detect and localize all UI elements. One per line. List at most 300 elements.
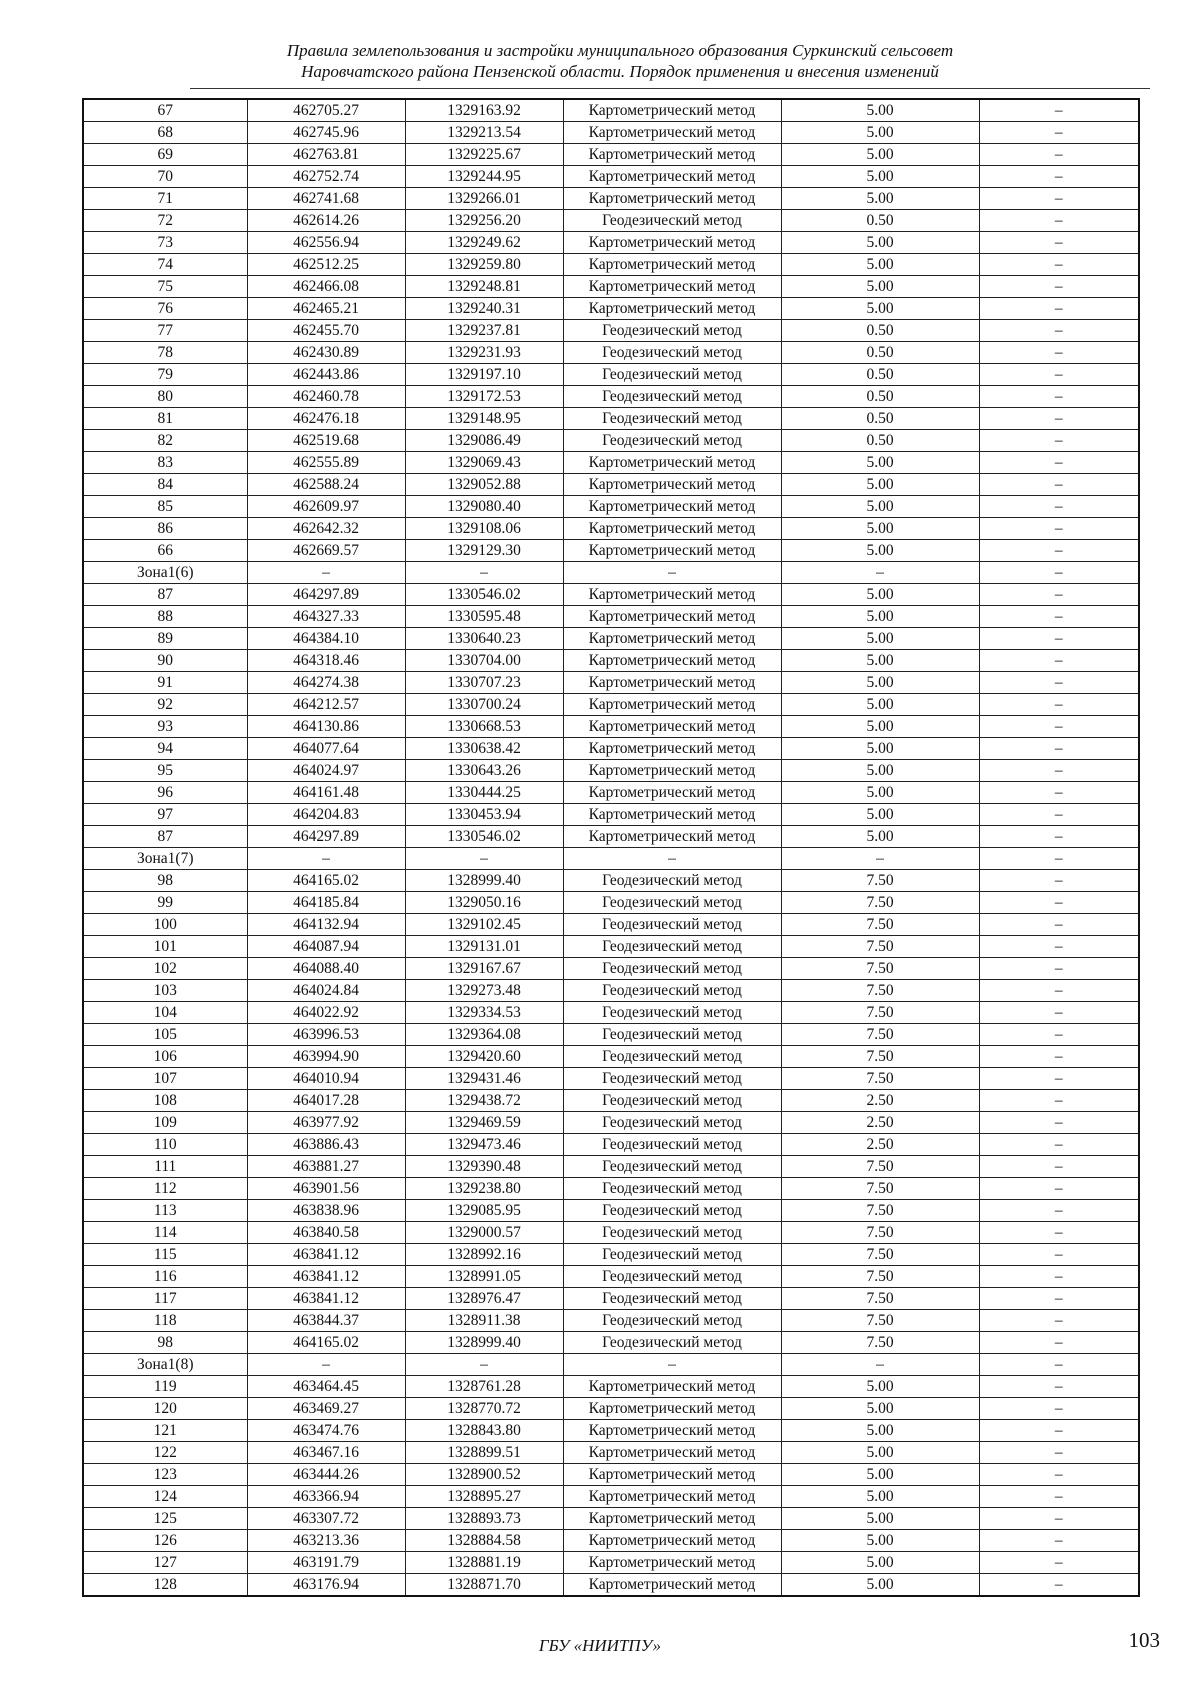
cell-coord-y: 1329213.54 bbox=[405, 122, 563, 144]
table-row bbox=[83, 1200, 1139, 1222]
cell-note: – bbox=[979, 584, 1139, 606]
cell-point-number: 124 bbox=[83, 1486, 247, 1508]
cell-coord-y: 1328992.16 bbox=[405, 1244, 563, 1266]
table-row bbox=[83, 1552, 1139, 1574]
cell-coord-x: 463840.58 bbox=[247, 1222, 405, 1244]
cell-coord-x: 464024.97 bbox=[247, 760, 405, 782]
table-row bbox=[83, 518, 1139, 540]
cell-method: Картометрический метод bbox=[563, 474, 781, 496]
cell-accuracy: 5.00 bbox=[781, 1552, 979, 1574]
cell-coord-y: 1330453.94 bbox=[405, 804, 563, 826]
cell-coord-y: 1329249.62 bbox=[405, 232, 563, 254]
cell-method: Картометрический метод bbox=[563, 1398, 781, 1420]
cell-method: Картометрический метод bbox=[563, 122, 781, 144]
cell-point-number: 114 bbox=[83, 1222, 247, 1244]
cell-point-number: 123 bbox=[83, 1464, 247, 1486]
cell-accuracy: 5.00 bbox=[781, 1574, 979, 1597]
cell-coord-x: 464022.92 bbox=[247, 1002, 405, 1024]
table-row bbox=[83, 738, 1139, 760]
cell-note: – bbox=[979, 1200, 1139, 1222]
cell-note: – bbox=[979, 1046, 1139, 1068]
cell-coord-y: 1328999.40 bbox=[405, 870, 563, 892]
cell-coord-y: 1328976.47 bbox=[405, 1288, 563, 1310]
cell-method: Геодезический метод bbox=[563, 1178, 781, 1200]
cell-note: – bbox=[979, 1288, 1139, 1310]
cell-method: Картометрический метод bbox=[563, 518, 781, 540]
cell-coord-x: 463213.36 bbox=[247, 1530, 405, 1552]
cell-method: Геодезический метод bbox=[563, 1090, 781, 1112]
cell-note: – bbox=[979, 1508, 1139, 1530]
cell-method: Картометрический метод bbox=[563, 298, 781, 320]
cell-accuracy: 0.50 bbox=[781, 320, 979, 342]
cell-note: – bbox=[979, 980, 1139, 1002]
table-row bbox=[83, 1442, 1139, 1464]
table-row bbox=[83, 628, 1139, 650]
table-row bbox=[83, 826, 1139, 848]
cell-accuracy: 7.50 bbox=[781, 1200, 979, 1222]
cell-coord-x: 462430.89 bbox=[247, 342, 405, 364]
cell-coord-y: – bbox=[405, 562, 563, 584]
cell-method: Картометрический метод bbox=[563, 166, 781, 188]
table-row bbox=[83, 1464, 1139, 1486]
table-row bbox=[83, 848, 1139, 870]
cell-note: – bbox=[979, 1552, 1139, 1574]
cell-coord-y: 1328843.80 bbox=[405, 1420, 563, 1442]
table-row bbox=[83, 99, 1139, 122]
cell-method: Геодезический метод bbox=[563, 1266, 781, 1288]
cell-note: – bbox=[979, 496, 1139, 518]
table-row bbox=[83, 1310, 1139, 1332]
cell-method: Картометрический метод bbox=[563, 232, 781, 254]
table-row bbox=[83, 760, 1139, 782]
table-row bbox=[83, 672, 1139, 694]
cell-coord-y: 1330638.42 bbox=[405, 738, 563, 760]
cell-coord-x: 462741.68 bbox=[247, 188, 405, 210]
table-row bbox=[83, 430, 1139, 452]
footer-org: ГБУ «НИИТПУ» bbox=[538, 1636, 662, 1655]
cell-method: Геодезический метод bbox=[563, 1046, 781, 1068]
cell-coord-y: 1329225.67 bbox=[405, 144, 563, 166]
cell-accuracy: 7.50 bbox=[781, 1222, 979, 1244]
cell-accuracy: 0.50 bbox=[781, 342, 979, 364]
coordinates-table bbox=[82, 98, 1140, 1597]
page-header bbox=[190, 40, 1050, 82]
cell-accuracy: 0.50 bbox=[781, 408, 979, 430]
cell-method: Картометрический метод bbox=[563, 782, 781, 804]
cell-accuracy: 7.50 bbox=[781, 1288, 979, 1310]
header-line-1: Правила землепользования и застройки муниципального образования Суркинский сельсовет bbox=[286, 41, 954, 60]
cell-method: Картометрический метод bbox=[563, 628, 781, 650]
cell-method: Геодезический метод bbox=[563, 408, 781, 430]
table-row bbox=[83, 122, 1139, 144]
cell-coord-x: 463841.12 bbox=[247, 1288, 405, 1310]
cell-point-number: 94 bbox=[83, 738, 247, 760]
cell-point-number: 104 bbox=[83, 1002, 247, 1024]
cell-coord-y: 1329259.80 bbox=[405, 254, 563, 276]
cell-coord-x: – bbox=[247, 848, 405, 870]
cell-note: – bbox=[979, 1134, 1139, 1156]
cell-coord-x: – bbox=[247, 1354, 405, 1376]
table-row bbox=[83, 1002, 1139, 1024]
cell-method: Геодезический метод bbox=[563, 914, 781, 936]
cell-accuracy: 7.50 bbox=[781, 958, 979, 980]
cell-coord-y: 1330595.48 bbox=[405, 606, 563, 628]
cell-coord-y: 1329266.01 bbox=[405, 188, 563, 210]
cell-note: – bbox=[979, 1354, 1139, 1376]
cell-note: – bbox=[979, 1376, 1139, 1398]
cell-method: Геодезический метод bbox=[563, 936, 781, 958]
cell-note: – bbox=[979, 408, 1139, 430]
cell-coord-y: 1330546.02 bbox=[405, 826, 563, 848]
cell-point-number: 103 bbox=[83, 980, 247, 1002]
cell-note: – bbox=[979, 276, 1139, 298]
cell-coord-y: 1329240.31 bbox=[405, 298, 563, 320]
cell-note: – bbox=[979, 1068, 1139, 1090]
cell-coord-y: 1329085.95 bbox=[405, 1200, 563, 1222]
cell-point-number: 105 bbox=[83, 1024, 247, 1046]
cell-coord-x: 462752.74 bbox=[247, 166, 405, 188]
table-row bbox=[83, 320, 1139, 342]
cell-accuracy: – bbox=[781, 848, 979, 870]
cell-point-number: 128 bbox=[83, 1574, 247, 1597]
cell-accuracy: 5.00 bbox=[781, 122, 979, 144]
table-row bbox=[83, 166, 1139, 188]
cell-point-number: 99 bbox=[83, 892, 247, 914]
cell-coord-y: 1329163.92 bbox=[405, 99, 563, 122]
cell-method: Геодезический метод bbox=[563, 1244, 781, 1266]
cell-coord-x: 464017.28 bbox=[247, 1090, 405, 1112]
cell-point-number: 93 bbox=[83, 716, 247, 738]
cell-accuracy: 7.50 bbox=[781, 1156, 979, 1178]
table-row bbox=[83, 1068, 1139, 1090]
table-row bbox=[83, 1222, 1139, 1244]
table-row bbox=[83, 562, 1139, 584]
cell-coord-x: 462745.96 bbox=[247, 122, 405, 144]
cell-coord-y: 1329273.48 bbox=[405, 980, 563, 1002]
cell-accuracy: 5.00 bbox=[781, 738, 979, 760]
cell-coord-y: 1329431.46 bbox=[405, 1068, 563, 1090]
cell-note: – bbox=[979, 386, 1139, 408]
cell-accuracy: 5.00 bbox=[781, 298, 979, 320]
cell-method: Геодезический метод bbox=[563, 1024, 781, 1046]
cell-note: – bbox=[979, 1574, 1139, 1597]
cell-note: – bbox=[979, 122, 1139, 144]
cell-note: – bbox=[979, 1002, 1139, 1024]
cell-method: Картометрический метод bbox=[563, 1508, 781, 1530]
cell-point-number: 126 bbox=[83, 1530, 247, 1552]
cell-accuracy: 5.00 bbox=[781, 518, 979, 540]
cell-method: Картометрический метод bbox=[563, 99, 781, 122]
cell-coord-x: 462455.70 bbox=[247, 320, 405, 342]
cell-accuracy: 0.50 bbox=[781, 386, 979, 408]
cell-note: – bbox=[979, 298, 1139, 320]
cell-note: – bbox=[979, 826, 1139, 848]
cell-coord-x: 462556.94 bbox=[247, 232, 405, 254]
table-row bbox=[83, 1090, 1139, 1112]
cell-coord-x: 463469.27 bbox=[247, 1398, 405, 1420]
cell-method: Картометрический метод bbox=[563, 1376, 781, 1398]
cell-point-number: 78 bbox=[83, 342, 247, 364]
table-row bbox=[83, 1046, 1139, 1068]
cell-method: Картометрический метод bbox=[563, 144, 781, 166]
cell-coord-y: 1330546.02 bbox=[405, 584, 563, 606]
cell-method: Геодезический метод bbox=[563, 1156, 781, 1178]
table-row bbox=[83, 210, 1139, 232]
cell-point-number: 83 bbox=[83, 452, 247, 474]
cell-coord-x: 464132.94 bbox=[247, 914, 405, 936]
cell-note: – bbox=[979, 1398, 1139, 1420]
cell-point-number: 118 bbox=[83, 1310, 247, 1332]
cell-coord-y: 1328871.70 bbox=[405, 1574, 563, 1597]
table-row bbox=[83, 584, 1139, 606]
cell-note: – bbox=[979, 474, 1139, 496]
cell-coord-x: 464088.40 bbox=[247, 958, 405, 980]
cell-note: – bbox=[979, 650, 1139, 672]
cell-method: Геодезический метод bbox=[563, 980, 781, 1002]
cell-coord-x: 464297.89 bbox=[247, 826, 405, 848]
cell-coord-y: 1329237.81 bbox=[405, 320, 563, 342]
cell-coord-y: 1329050.16 bbox=[405, 892, 563, 914]
cell-note: – bbox=[979, 1310, 1139, 1332]
cell-method: Картометрический метод bbox=[563, 672, 781, 694]
cell-accuracy: 5.00 bbox=[781, 672, 979, 694]
cell-note: – bbox=[979, 1090, 1139, 1112]
cell-point-number: 84 bbox=[83, 474, 247, 496]
cell-note: – bbox=[979, 1530, 1139, 1552]
cell-method: Геодезический метод bbox=[563, 958, 781, 980]
cell-accuracy: 5.00 bbox=[781, 540, 979, 562]
cell-coord-x: 462609.97 bbox=[247, 496, 405, 518]
cell-note: – bbox=[979, 1486, 1139, 1508]
cell-coord-y: 1329129.30 bbox=[405, 540, 563, 562]
cell-accuracy: 5.00 bbox=[781, 1530, 979, 1552]
cell-method: Картометрический метод bbox=[563, 496, 781, 518]
cell-coord-x: 463841.12 bbox=[247, 1244, 405, 1266]
cell-note: – bbox=[979, 892, 1139, 914]
cell-point-number: 72 bbox=[83, 210, 247, 232]
cell-point-number: 89 bbox=[83, 628, 247, 650]
cell-point-number: 87 bbox=[83, 584, 247, 606]
cell-coord-y: 1329364.08 bbox=[405, 1024, 563, 1046]
cell-coord-y: 1328999.40 bbox=[405, 1332, 563, 1354]
cell-coord-y: 1330668.53 bbox=[405, 716, 563, 738]
cell-point-number: 74 bbox=[83, 254, 247, 276]
cell-method: Геодезический метод bbox=[563, 430, 781, 452]
table-row bbox=[83, 1178, 1139, 1200]
cell-note: – bbox=[979, 1244, 1139, 1266]
cell-coord-y: 1328895.27 bbox=[405, 1486, 563, 1508]
table-row bbox=[83, 606, 1139, 628]
cell-accuracy: 5.00 bbox=[781, 782, 979, 804]
cell-point-number: 81 bbox=[83, 408, 247, 430]
cell-coord-x: 464274.38 bbox=[247, 672, 405, 694]
cell-note: – bbox=[979, 254, 1139, 276]
cell-point-number: 109 bbox=[83, 1112, 247, 1134]
cell-point-number: 101 bbox=[83, 936, 247, 958]
cell-point-number: 88 bbox=[83, 606, 247, 628]
cell-point-number: Зона1(7) bbox=[83, 848, 247, 870]
cell-point-number: 80 bbox=[83, 386, 247, 408]
cell-note: – bbox=[979, 672, 1139, 694]
cell-note: – bbox=[979, 628, 1139, 650]
cell-note: – bbox=[979, 760, 1139, 782]
table-row bbox=[83, 716, 1139, 738]
cell-note: – bbox=[979, 452, 1139, 474]
cell-point-number: 96 bbox=[83, 782, 247, 804]
cell-method: Геодезический метод bbox=[563, 364, 781, 386]
cell-coord-y: 1330700.24 bbox=[405, 694, 563, 716]
cell-coord-y: 1328899.51 bbox=[405, 1442, 563, 1464]
cell-note: – bbox=[979, 540, 1139, 562]
page-number: 103 bbox=[1128, 1628, 1160, 1652]
cell-coord-y: 1329231.93 bbox=[405, 342, 563, 364]
cell-point-number: 90 bbox=[83, 650, 247, 672]
cell-point-number: 87 bbox=[83, 826, 247, 848]
cell-note: – bbox=[979, 936, 1139, 958]
cell-method: Картометрический метод bbox=[563, 1530, 781, 1552]
cell-method: Картометрический метод bbox=[563, 1442, 781, 1464]
cell-coord-x: 463474.76 bbox=[247, 1420, 405, 1442]
cell-accuracy: 7.50 bbox=[781, 1068, 979, 1090]
cell-accuracy: 5.00 bbox=[781, 760, 979, 782]
cell-accuracy: 7.50 bbox=[781, 936, 979, 958]
cell-accuracy: 5.00 bbox=[781, 1398, 979, 1420]
cell-coord-x: 462763.81 bbox=[247, 144, 405, 166]
cell-coord-x: 464165.02 bbox=[247, 870, 405, 892]
cell-accuracy: 5.00 bbox=[781, 694, 979, 716]
cell-accuracy: 5.00 bbox=[781, 1442, 979, 1464]
table-row bbox=[83, 936, 1139, 958]
header-divider bbox=[190, 88, 1150, 89]
cell-method: Геодезический метод bbox=[563, 342, 781, 364]
table-row bbox=[83, 1508, 1139, 1530]
cell-coord-x: 463444.26 bbox=[247, 1464, 405, 1486]
cell-note: – bbox=[979, 1112, 1139, 1134]
cell-accuracy: 7.50 bbox=[781, 1266, 979, 1288]
cell-accuracy: – bbox=[781, 1354, 979, 1376]
table-row bbox=[83, 650, 1139, 672]
cell-coord-y: 1329469.59 bbox=[405, 1112, 563, 1134]
cell-point-number: 69 bbox=[83, 144, 247, 166]
cell-point-number: 75 bbox=[83, 276, 247, 298]
table-row bbox=[83, 144, 1139, 166]
cell-coord-y: 1329080.40 bbox=[405, 496, 563, 518]
cell-coord-x: 463366.94 bbox=[247, 1486, 405, 1508]
cell-note: – bbox=[979, 782, 1139, 804]
cell-accuracy: 5.00 bbox=[781, 628, 979, 650]
cell-method: – bbox=[563, 1354, 781, 1376]
cell-method: Геодезический метод bbox=[563, 1002, 781, 1024]
coordinates-table-body bbox=[83, 99, 1139, 1596]
cell-point-number: 66 bbox=[83, 540, 247, 562]
table-row bbox=[83, 254, 1139, 276]
table-row bbox=[83, 1354, 1139, 1376]
cell-accuracy: – bbox=[781, 562, 979, 584]
cell-accuracy: 5.00 bbox=[781, 166, 979, 188]
cell-accuracy: 2.50 bbox=[781, 1134, 979, 1156]
cell-coord-y: 1329148.95 bbox=[405, 408, 563, 430]
cell-coord-y: 1329108.06 bbox=[405, 518, 563, 540]
table-row bbox=[83, 232, 1139, 254]
cell-method: – bbox=[563, 562, 781, 584]
cell-note: – bbox=[979, 430, 1139, 452]
table-row bbox=[83, 1156, 1139, 1178]
cell-coord-y: 1329086.49 bbox=[405, 430, 563, 452]
cell-point-number: 121 bbox=[83, 1420, 247, 1442]
table-row bbox=[83, 870, 1139, 892]
cell-coord-x: 462588.24 bbox=[247, 474, 405, 496]
cell-coord-x: 462555.89 bbox=[247, 452, 405, 474]
cell-coord-x: 464185.84 bbox=[247, 892, 405, 914]
cell-accuracy: 5.00 bbox=[781, 99, 979, 122]
table-row bbox=[83, 188, 1139, 210]
cell-note: – bbox=[979, 1178, 1139, 1200]
cell-point-number: 102 bbox=[83, 958, 247, 980]
cell-point-number: 67 bbox=[83, 99, 247, 122]
cell-method: Геодезический метод bbox=[563, 1222, 781, 1244]
cell-method: Картометрический метод bbox=[563, 1486, 781, 1508]
cell-coord-x: 464327.33 bbox=[247, 606, 405, 628]
cell-point-number: 92 bbox=[83, 694, 247, 716]
cell-coord-y: 1328884.58 bbox=[405, 1530, 563, 1552]
cell-accuracy: 5.00 bbox=[781, 474, 979, 496]
cell-accuracy: 5.00 bbox=[781, 1376, 979, 1398]
cell-coord-x: 462705.27 bbox=[247, 99, 405, 122]
cell-accuracy: 5.00 bbox=[781, 254, 979, 276]
cell-coord-y: 1330704.00 bbox=[405, 650, 563, 672]
cell-coord-x: 462642.32 bbox=[247, 518, 405, 540]
cell-coord-y: 1329248.81 bbox=[405, 276, 563, 298]
table-row bbox=[83, 386, 1139, 408]
cell-accuracy: 2.50 bbox=[781, 1112, 979, 1134]
cell-accuracy: 5.00 bbox=[781, 1508, 979, 1530]
cell-point-number: 122 bbox=[83, 1442, 247, 1464]
cell-method: Геодезический метод bbox=[563, 210, 781, 232]
cell-method: Картометрический метод bbox=[563, 188, 781, 210]
cell-note: – bbox=[979, 1442, 1139, 1464]
cell-coord-y: 1329131.01 bbox=[405, 936, 563, 958]
cell-method: Геодезический метод bbox=[563, 1112, 781, 1134]
cell-note: – bbox=[979, 716, 1139, 738]
cell-coord-x: 463881.27 bbox=[247, 1156, 405, 1178]
cell-point-number: 91 bbox=[83, 672, 247, 694]
cell-accuracy: 5.00 bbox=[781, 144, 979, 166]
cell-coord-x: 463176.94 bbox=[247, 1574, 405, 1597]
cell-coord-y: 1329438.72 bbox=[405, 1090, 563, 1112]
cell-coord-x: 464010.94 bbox=[247, 1068, 405, 1090]
cell-point-number: 73 bbox=[83, 232, 247, 254]
cell-point-number: Зона1(8) bbox=[83, 1354, 247, 1376]
cell-note: – bbox=[979, 1266, 1139, 1288]
cell-point-number: 106 bbox=[83, 1046, 247, 1068]
cell-point-number: 68 bbox=[83, 122, 247, 144]
cell-coord-x: 464297.89 bbox=[247, 584, 405, 606]
cell-method: Картометрический метод bbox=[563, 1420, 781, 1442]
cell-note: – bbox=[979, 99, 1139, 122]
cell-coord-y: 1329172.53 bbox=[405, 386, 563, 408]
cell-note: – bbox=[979, 606, 1139, 628]
table-row bbox=[83, 892, 1139, 914]
cell-coord-y: 1329069.43 bbox=[405, 452, 563, 474]
cell-accuracy: 7.50 bbox=[781, 870, 979, 892]
cell-coord-x: 463844.37 bbox=[247, 1310, 405, 1332]
table-row bbox=[83, 1486, 1139, 1508]
cell-accuracy: 5.00 bbox=[781, 1486, 979, 1508]
cell-coord-x: 463841.12 bbox=[247, 1266, 405, 1288]
cell-coord-x: 463886.43 bbox=[247, 1134, 405, 1156]
cell-method: Геодезический метод bbox=[563, 320, 781, 342]
table-row bbox=[83, 452, 1139, 474]
